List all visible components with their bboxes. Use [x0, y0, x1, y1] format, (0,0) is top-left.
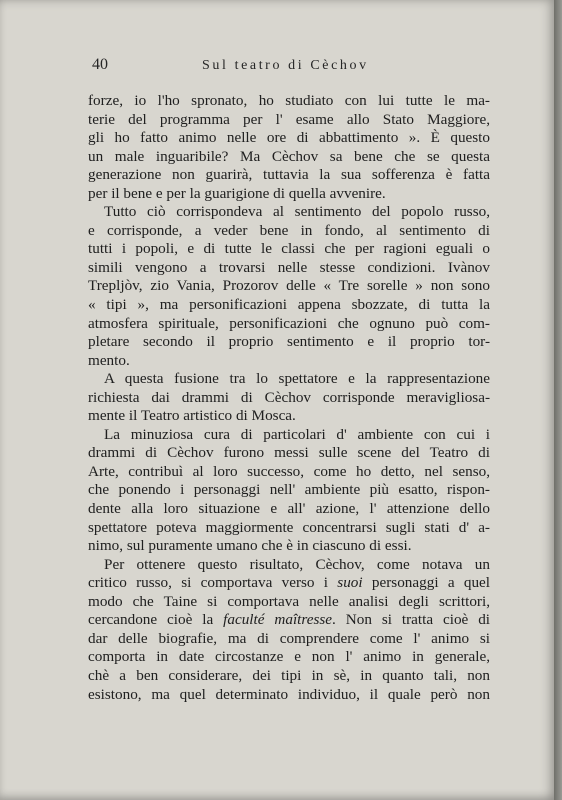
- text-line: Arte, contribuì al loro successo, come ho detto, nel senso,: [88, 462, 490, 480]
- text-line: simili vengono a trovarsi nelle stesse condizioni. Ivànov: [88, 258, 490, 276]
- text-line: comporta in date circostanze e non l' animo in generale,: [88, 648, 490, 666]
- text-line: terie del programma per l' esame allo Stato Maggiore,: [88, 110, 490, 128]
- text-line: gli ho fatto animo nelle ore di abbattimento ». È questo: [88, 129, 490, 147]
- paragraph-5: [88, 556, 490, 704]
- text-line: e corrisponde, a veder bene in fondo, al sentimento di: [88, 221, 490, 239]
- text-line: pletare secondo il proprio sentimento e il proprio tor-: [88, 333, 490, 351]
- paragraph-3: [88, 370, 490, 426]
- text-line: La minuziosa cura di particolari d' ambiente con cui i: [104, 425, 490, 443]
- page-header: [82, 56, 502, 78]
- text-line: atmosfera spirituale, personificazioni che ognuno può com-: [88, 314, 490, 332]
- text-line: modo che Taine si comportava nelle analisi degli scrittori,: [88, 592, 490, 610]
- text-line: Tutto ciò corrispondeva al sentimento del popolo russo,: [104, 203, 490, 221]
- text-line: forze, io l'ho spronato, ho studiato con lui tutte le ma-: [88, 92, 490, 109]
- text-line: richiesta dai drammi di Cèchov corrisponde meravigliosa-: [88, 388, 490, 406]
- text-line: dente alla loro situazione e all' azione, l' attenzione dello: [88, 500, 490, 518]
- page-number: 40: [92, 56, 108, 73]
- text-line: mente il Teatro artistico di Mosca.: [88, 407, 296, 425]
- text-line: che ponendo i personaggi nell' ambiente più esatto, rispon-: [88, 481, 490, 499]
- paragraph-2: [88, 203, 490, 370]
- text-line: critico russo, si comportava verso i suoi personaggi a quel: [88, 574, 491, 592]
- paragraph-1: [88, 92, 490, 203]
- text-line: Trepljòv, zio Vania, Prozorov delle « Tre sorelle » non sono: [88, 277, 490, 295]
- text-line: cercandone cioè la faculté maîtresse. Non si tratta cioè di: [88, 611, 491, 629]
- text-line: generazione non guarirà, tuttavia la sua sofferenza è fatta: [88, 166, 490, 184]
- text-line: spettatore poteva maggiormente concentrarsi sugli stati d' a-: [88, 518, 490, 536]
- text-line: nimo, sul puramente umano che è in ciascuno di essi.: [88, 537, 412, 555]
- text-line: dar delle biografie, ma di comprendere come l' animo si: [88, 629, 490, 647]
- text-line: mento.: [88, 351, 130, 369]
- paragraph-4: [88, 426, 490, 556]
- text-line: « tipi », ma personificazioni appena sbozzate, di tutta la: [88, 296, 490, 314]
- text-line: Per ottenere questo risultato, Cèchov, come notava un: [104, 555, 490, 573]
- body-text: [88, 92, 490, 704]
- text-line: per il bene e per la guarigione di quella avvenire.: [88, 184, 386, 202]
- text-line: tutti i popoli, e di tutte le classi che per ragioni eguali o: [88, 240, 490, 258]
- text-line: A questa fusione tra lo spettatore e la rappresentazione: [104, 370, 490, 388]
- text-line: drammi di Cèchov furono messi sulle scene del Teatro di: [88, 444, 490, 462]
- book-spine-shadow: [554, 0, 562, 800]
- text-line: chè a ben considerare, dei tipi in sè, in quanto tali, non: [88, 666, 490, 684]
- running-title: Sul teatro di Cèchov: [202, 58, 369, 73]
- text-line: esistono, ma quel determinato individuo, il quale però non: [88, 685, 490, 703]
- text-line: un male inguaribile? Ma Cèchov sa bene che se questa: [88, 147, 490, 165]
